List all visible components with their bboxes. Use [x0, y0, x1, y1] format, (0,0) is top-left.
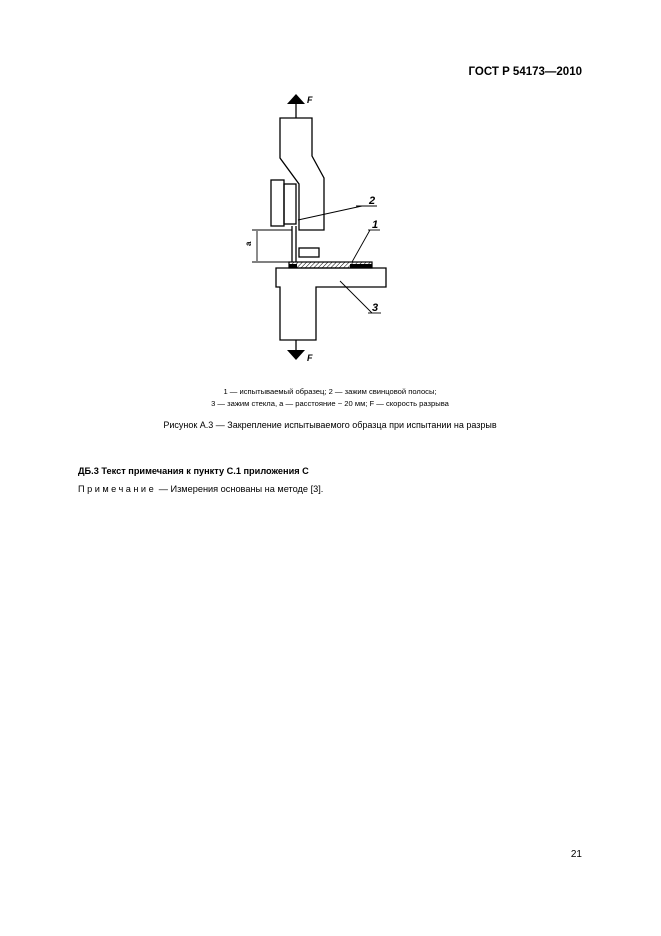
- callout-3: 3: [372, 302, 379, 314]
- section-heading: ДБ.3 Текст примечания к пункту С.1 приложения С: [78, 466, 309, 476]
- note-text: — Измерения основаны на методе [3].: [156, 484, 324, 494]
- force-label-bottom: F: [307, 353, 313, 363]
- leader-3: [340, 281, 372, 313]
- spacer-block: [299, 248, 319, 257]
- figure-legend-line-2: 3 — зажим стекла, a — расстояние ~ 20 мм; F — скорость разрыва: [211, 399, 449, 408]
- callout-2: 2: [369, 195, 376, 207]
- specimen-end-left: [289, 264, 297, 268]
- note-paragraph: [78, 484, 323, 494]
- upper-grip: [280, 118, 324, 230]
- specimen-end-right: [350, 264, 372, 268]
- leader-1: [352, 230, 370, 262]
- figure-caption: Рисунок А.3 — Закрепление испытываемого образца при испытании на разрыв: [163, 420, 497, 430]
- note-label: Примечание: [78, 484, 157, 494]
- document-header: ГОСТ Р 54173—2010: [468, 66, 582, 78]
- bottom-arrow-head: [287, 350, 305, 360]
- figure-legend-line-1: 1 — испытываемый образец; 2 — зажим свинцовой полосы;: [223, 387, 437, 396]
- lead-strip-clamp-inner: [284, 184, 296, 224]
- page-number: 21: [570, 849, 582, 860]
- callout-1: 1: [372, 219, 379, 231]
- lead-strip-clamp-outer: [271, 180, 284, 226]
- dimension-label: a: [244, 241, 253, 246]
- leader-2: [298, 206, 362, 220]
- top-arrow-head: [287, 94, 305, 104]
- force-label-top: F: [307, 95, 313, 105]
- lower-grip: [276, 268, 386, 340]
- clamp-diagram: [240, 90, 400, 370]
